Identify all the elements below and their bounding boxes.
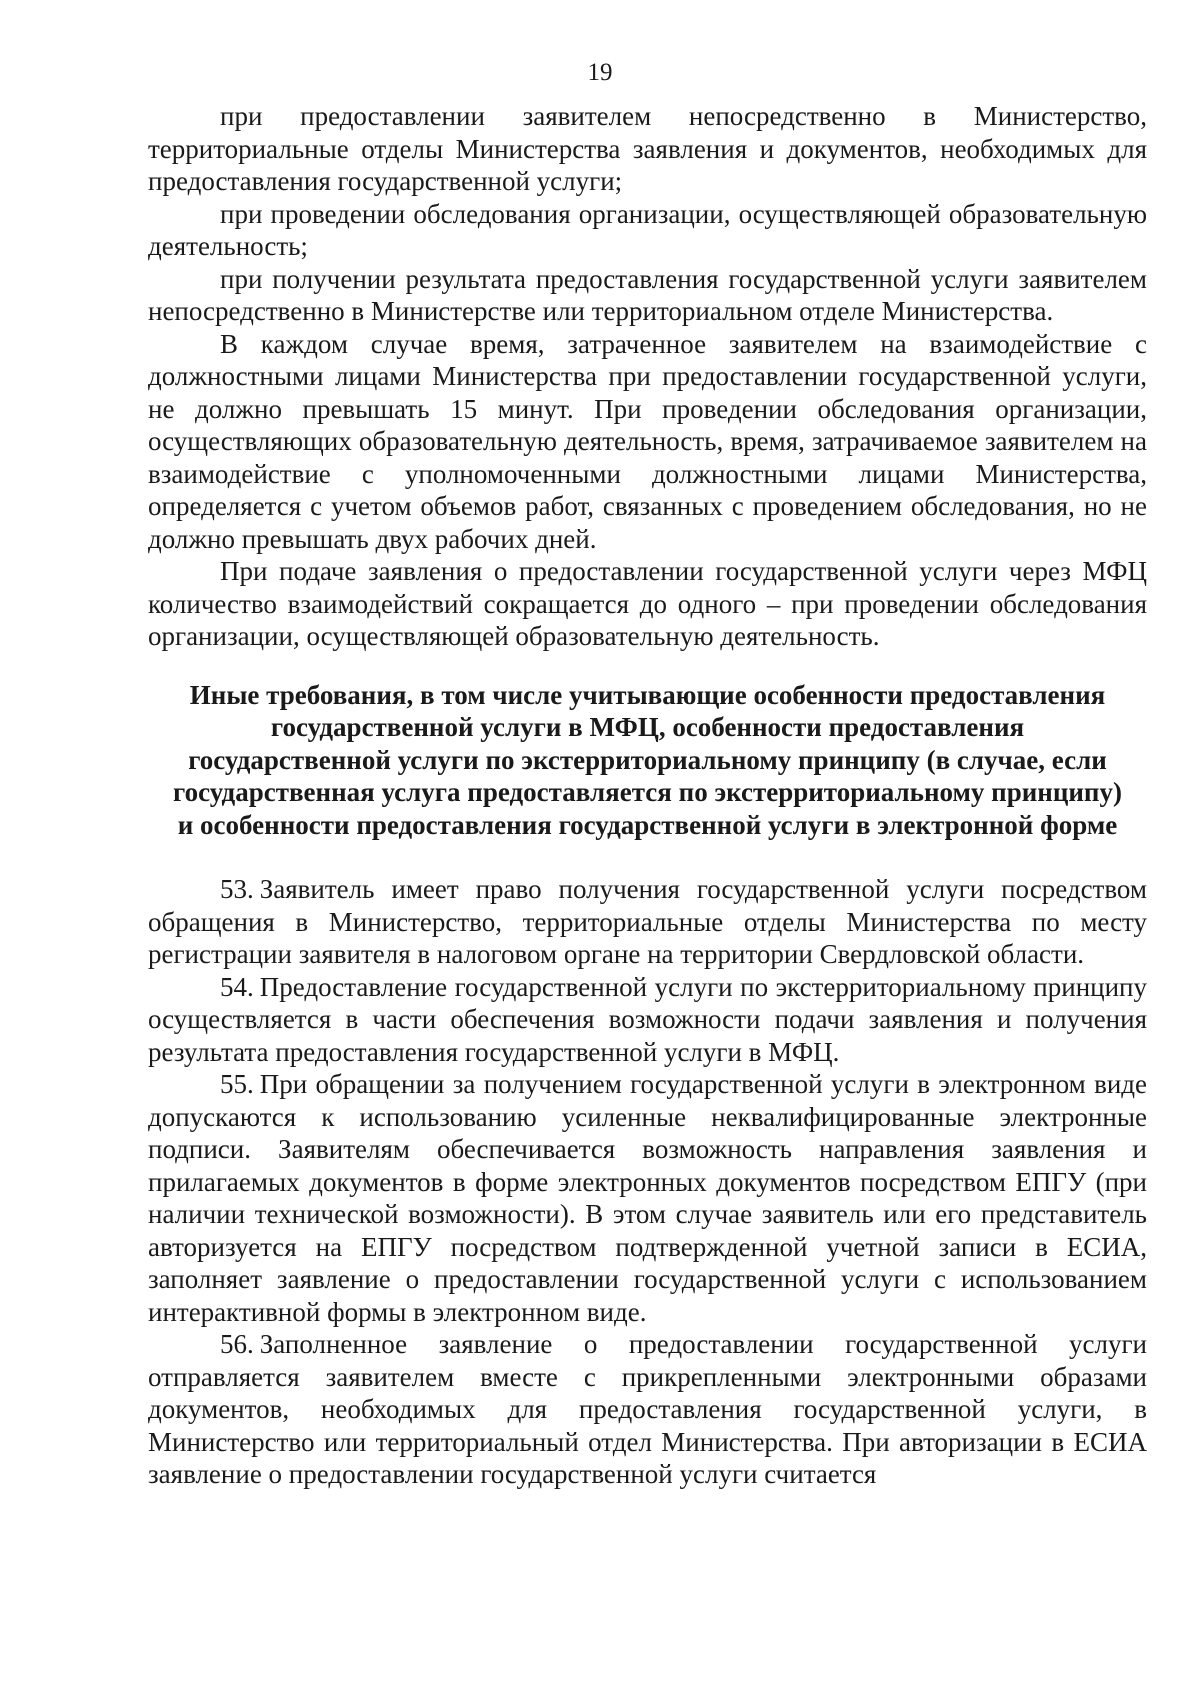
- numbered-item: [148, 1068, 1147, 1328]
- item-text: Заявитель имеет право получения государственной услуги посредством обращения в Министерство, территориальные отделы Министерства по месту регистрации заявителя в налоговом органе на территории Свердловской области.: [148, 874, 1147, 969]
- item-text: При обращении за получением государственной услуги в электронном виде допускаются к использованию усиленные неквалифицированные электронные подписи. Заявителям обеспечивается возможность направления заявления и прилагаемых документов в форме электронных документов посредством ЕПГУ (при наличии технической возможности). В этом случае заявитель или его представитель авторизуется на ЕПГУ посредством подтвержденной учетной записи в ЕСИА, заполняет заявление о предоставлении государственной услуги с использованием интерактивной формы в электронном виде.: [148, 1069, 1147, 1327]
- paragraph: При подаче заявления о предоставлении государственной услуги через МФЦ количество взаимодействий сокращается до одного – при проведении обследования организации, осуществляющей образовательную деятельность.: [148, 556, 1147, 651]
- paragraph: В каждом случае время, затраченное заявителем на взаимодействие с должностными лицами Министерства при предоставлении государственной услуги, не должно превышать 15 минут. При проведении обследования организации, осуществляющих образовательную деятельность, время, затрачиваемое заявителем на взаимодействие с уполномоченными должностными лицами Министерства, определяется с учетом объемов работ, связанных с проведением обследования, но не должно превышать двух рабочих дней.: [148, 328, 1147, 554]
- section-heading: [148, 679, 1147, 842]
- heading-line: и особенности предоставления государственной услуги в электронной форме: [177, 809, 1118, 840]
- item-text: Предоставление государственной услуги по экстерриториальному принципу осуществляется в части обеспечения возможности подачи заявления и получения результата предоставления государственной услуги в МФЦ.: [148, 971, 1147, 1067]
- item-text: Заполненное заявление о предоставлении государственной услуги отправляется заявителем вместе с прикрепленными электронными образами документов, необходимых для предоставления государственной услуги, в Министерство или территориальный отдел Министерства. При авторизации в ЕСИА заявление о предоставлении государственной услуги считается: [148, 1329, 1147, 1489]
- item-number: 53.: [220, 874, 254, 904]
- heading-line: государственной услуги по экстерриториальному принципу (в случае, если: [188, 744, 1107, 775]
- item-number: 56.: [220, 1329, 254, 1359]
- heading-line: государственной услуги в МФЦ, особенности предоставления: [270, 712, 1025, 742]
- paragraph: при получении результата предоставления государственной услуги заявителем непосредственно в Министерстве или территориальном отделе Министерства.: [148, 263, 1147, 326]
- heading-line: Иные требования, в том числе учитывающие особенности предоставления: [189, 679, 1106, 710]
- paragraph: при предоставлении заявителем непосредственно в Министерство, территориальные отделы Министерства заявления и документов, необходимых для предоставления государственной услуги;: [148, 101, 1147, 196]
- page-number: 19: [587, 59, 613, 86]
- numbered-item: [148, 971, 1147, 1069]
- numbered-item: [148, 873, 1147, 971]
- item-number: 54.: [220, 971, 254, 1002]
- numbered-item: [148, 1328, 1147, 1491]
- heading-line: государственная услуга предоставляется по экстерриториальному принципу): [173, 777, 1122, 807]
- item-number: 55.: [220, 1069, 254, 1099]
- document-body: [148, 100, 1147, 1491]
- paragraph: при проведении обследования организации, осуществляющей образовательную деятельность;: [148, 198, 1147, 261]
